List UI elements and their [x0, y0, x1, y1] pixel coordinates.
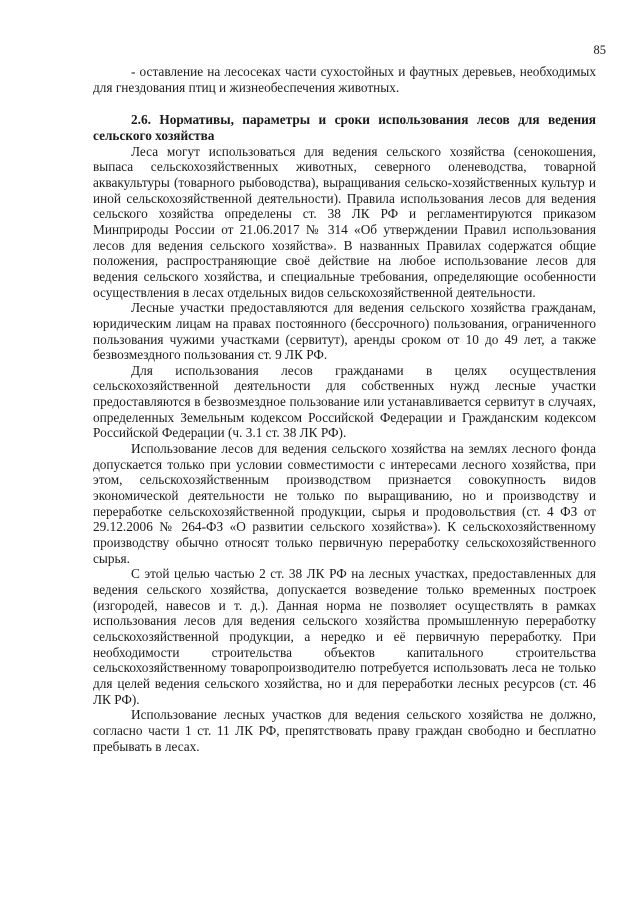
paragraph-3: Для использования лесов гражданами в целях осуществления сельскохозяйственной деятельности для собственных нужд лесные участки предоставляются в безвозмездное пользование или устанавливается сервитут в случаях, определенных Земельным кодексом Российской Федерации и Гражданским кодексом Российской Федерации (ч. 3.1 ст. 38 ЛК РФ).	[93, 362, 596, 441]
paragraph-5: С этой целью частью 2 ст. 38 ЛК РФ на лесных участках, предоставленных для ведения сельского хозяйства, допускается возведение только временных построек (изгородей, навесов и т. д.). Данная норма не позволяет осуществлять в рамках использования лесов для ведения сельского хозяйства промышленную переработку сельскохозяйственной продукции, а нередко и её первичную переработку. При необходимости строительства объектов капитального строительства сельскохозяйственному товаропроизводителю потребуется использовать леса не только для целей ведения сельского хозяйства, но и для переработки лесных ресурсов (ст. 46 ЛК РФ).	[93, 566, 596, 707]
paragraph-list-item: - оставление на лесосеках части сухостойных и фаутных деревьев, необходимых для гнездования птиц и жизнеобеспечения животных.	[93, 64, 596, 95]
paragraph-6: Использование лесных участков для ведения сельского хозяйства не должно, согласно части 1 ст. 11 ЛК РФ, препятствовать праву граждан свободно и бесплатно пребывать в лесах.	[93, 707, 596, 754]
page-body	[93, 64, 596, 754]
paragraph-4: Использование лесов для ведения сельского хозяйства на землях лесного фонда допускается только при условии совместимости с интересами лесного хозяйства, при этом, сельскохозяйственным производством признается совокупность видов экономической деятельности не только по выращиванию, но и производству и переработке сельскохозяйственной продукции, сырья и продовольствия (ст. 4 ФЗ от 29.12.2006 № 264-ФЗ «О развитии сельского хозяйства»). К сельскохозяйственному производству обычно относят только первичную переработку сельскохозяйственного сырья.	[93, 441, 596, 566]
paragraph-2: Лесные участки предоставляются для ведения сельского хозяйства гражданам, юридическим лицам на правах постоянного (бессрочного) пользования, ограниченного пользования чужими участками (сервитут), аренды сроком от 10 до 49 лет, а также безвозмездного пользования ст. 9 ЛК РФ.	[93, 300, 596, 363]
paragraph-1: Леса могут использоваться для ведения сельского хозяйства (сенокошения, выпаса сельскохозяйственных животных, северного оленеводства, товарной аквакультуры (товарного рыбоводства), выращивания сельско-хозяйственных культур и иной сельскохозяйственной деятельности). Правила использования лесов для ведения сельского хозяйства определены ст. 38 ЛК РФ и регламентируются приказом Минприроды России от 21.06.2017 № 314 «Об утверждении Правил использования лесов для ведения сельского хозяйства». В названных Правилах содержатся общие положения, распространяющие своё действие на любое использование лесов для ведения сельского хозяйства, и специальные требования, определяющие особенности осуществления в лесах отдельных видов сельскохозяйственной деятельности.	[93, 143, 596, 300]
section-heading: 2.6. Нормативы, параметры и сроки использования лесов для ведения сельского хозяйства	[93, 112, 596, 143]
page-number: 85	[593, 43, 606, 57]
